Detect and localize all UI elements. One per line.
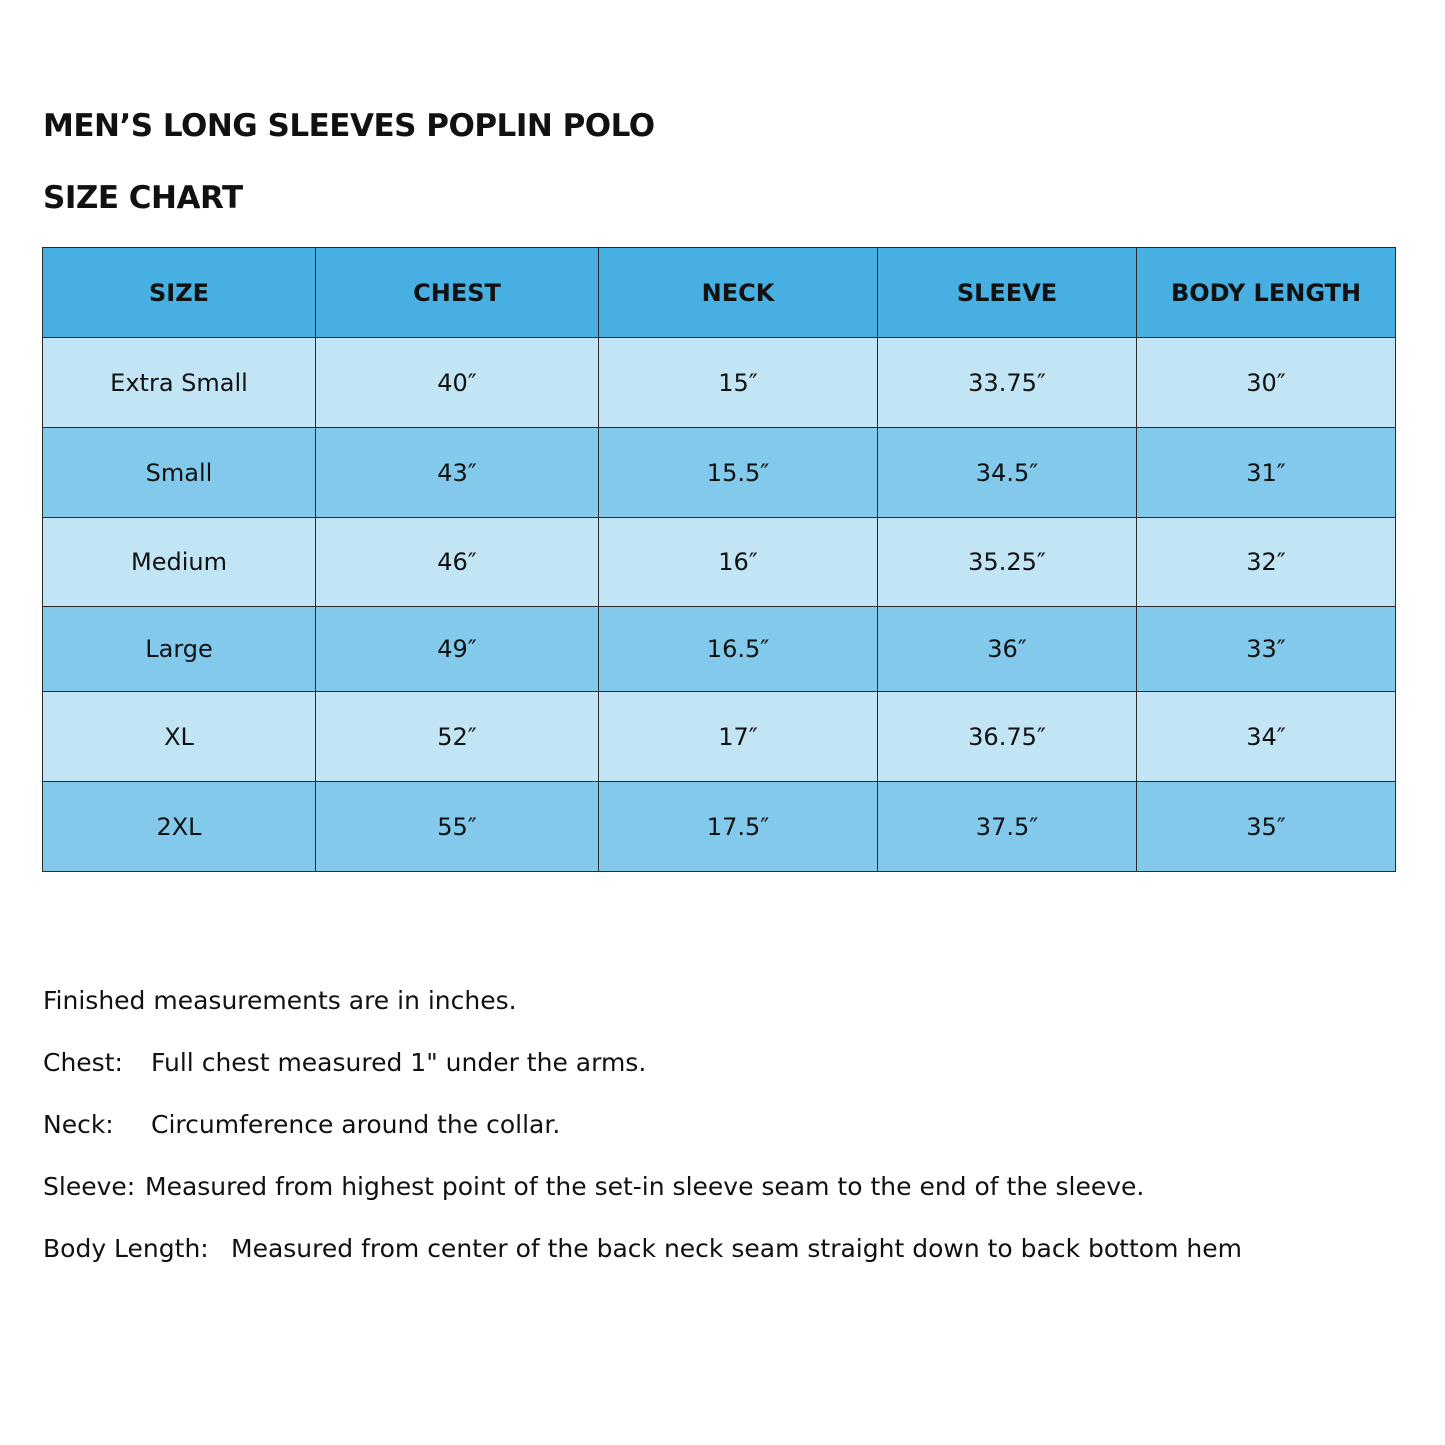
cell-size: XL xyxy=(43,692,316,782)
header-sleeve: SLEEVE xyxy=(878,248,1137,338)
header-body-length: BODY LENGTH xyxy=(1137,248,1396,338)
table-row xyxy=(43,782,1396,872)
note-sleeve-text: Measured from highest point of the set-in sleeve seam to the end of the sleeve. xyxy=(145,1172,1145,1201)
cell-chest: 52″ xyxy=(316,692,599,782)
cell-body-length: 34″ xyxy=(1137,692,1396,782)
note-sleeve xyxy=(43,1174,1403,1236)
cell-sleeve: 33.75″ xyxy=(878,338,1137,428)
cell-neck: 17″ xyxy=(599,692,878,782)
table-row xyxy=(43,607,1396,692)
cell-neck: 16.5″ xyxy=(599,607,878,692)
measurement-notes xyxy=(43,988,1403,1298)
note-neck xyxy=(43,1112,1403,1174)
note-intro xyxy=(43,988,1403,1050)
table-row xyxy=(43,518,1396,607)
cell-sleeve: 36″ xyxy=(878,607,1137,692)
note-body-length xyxy=(43,1236,1403,1298)
table-row xyxy=(43,338,1396,428)
cell-neck: 15″ xyxy=(599,338,878,428)
cell-sleeve: 37.5″ xyxy=(878,782,1137,872)
cell-neck: 17.5″ xyxy=(599,782,878,872)
cell-body-length: 35″ xyxy=(1137,782,1396,872)
cell-sleeve: 34.5″ xyxy=(878,428,1137,518)
cell-body-length: 31″ xyxy=(1137,428,1396,518)
size-chart-table xyxy=(42,247,1396,872)
cell-body-length: 30″ xyxy=(1137,338,1396,428)
cell-size: 2XL xyxy=(43,782,316,872)
cell-sleeve: 36.75″ xyxy=(878,692,1137,782)
note-chest-text: Full chest measured 1" under the arms. xyxy=(151,1048,647,1077)
page-title: MEN’S LONG SLEEVES POPLIN POLO xyxy=(43,108,655,144)
page-subtitle: SIZE CHART xyxy=(43,180,243,216)
note-neck-label: Neck: xyxy=(43,1110,114,1139)
header-chest: CHEST xyxy=(316,248,599,338)
table-row xyxy=(43,692,1396,782)
cell-size: Small xyxy=(43,428,316,518)
cell-chest: 43″ xyxy=(316,428,599,518)
cell-size: Large xyxy=(43,607,316,692)
table-header-row xyxy=(43,248,1396,338)
cell-body-length: 33″ xyxy=(1137,607,1396,692)
note-intro-text: Finished measurements are in inches. xyxy=(43,986,517,1015)
cell-body-length: 32″ xyxy=(1137,518,1396,607)
cell-neck: 16″ xyxy=(599,518,878,607)
note-body-length-label: Body Length: xyxy=(43,1234,209,1263)
note-sleeve-label: Sleeve: xyxy=(43,1172,136,1201)
note-chest-label: Chest: xyxy=(43,1048,123,1077)
cell-chest: 55″ xyxy=(316,782,599,872)
cell-chest: 40″ xyxy=(316,338,599,428)
note-body-length-text: Measured from center of the back neck seam straight down to back bottom hem xyxy=(231,1234,1242,1263)
cell-chest: 46″ xyxy=(316,518,599,607)
header-neck: NECK xyxy=(599,248,878,338)
table-row xyxy=(43,428,1396,518)
cell-chest: 49″ xyxy=(316,607,599,692)
note-chest xyxy=(43,1050,1403,1112)
cell-neck: 15.5″ xyxy=(599,428,878,518)
header-size: SIZE xyxy=(43,248,316,338)
note-neck-text: Circumference around the collar. xyxy=(151,1110,561,1139)
cell-size: Medium xyxy=(43,518,316,607)
cell-sleeve: 35.25″ xyxy=(878,518,1137,607)
cell-size: Extra Small xyxy=(43,338,316,428)
